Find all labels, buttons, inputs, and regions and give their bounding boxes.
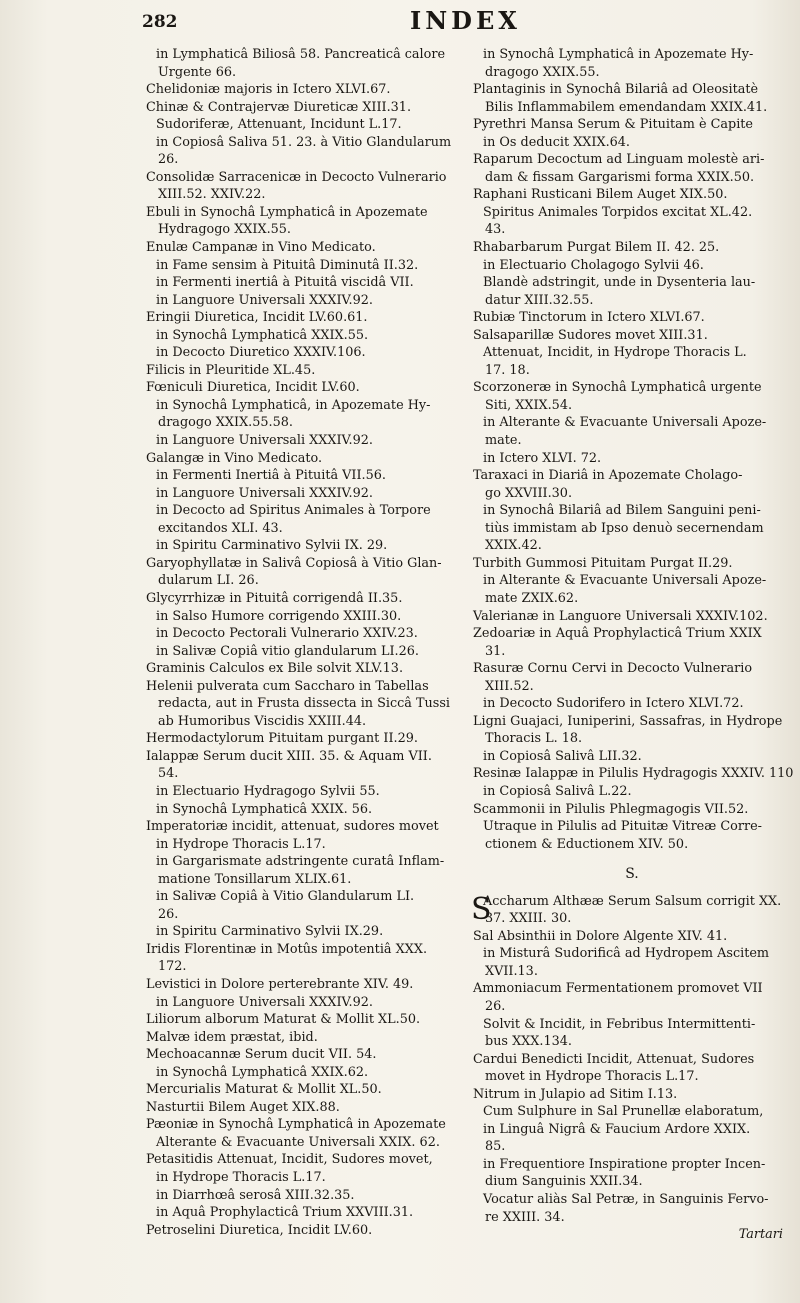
index-entry-line: Salsaparillæ Sudores movet XIII.31. <box>473 327 708 343</box>
index-entry-line: in Spiritu Carminativo Sylvii IX.29. <box>156 924 384 940</box>
index-entry-line: Utraque in Pilulis ad Pituitæ Vitreæ Corre- <box>483 819 762 835</box>
index-entry-line: Vocatur aliàs Sal Petræ, in Sanguinis Fervo- <box>483 1192 769 1207</box>
right-entries-top <box>473 46 794 853</box>
index-entry-line: Iridis Florentinæ in Motûs impotentiâ XXX. <box>146 941 428 957</box>
index-entry-line: Garyophyllatæ in Salivâ Copiosâ à Vitio Glan- <box>146 555 442 571</box>
drop-cap-letter: S <box>471 891 492 927</box>
index-entry-line: in Lymphaticâ Biliosâ 58. Pancreaticâ calore <box>156 47 446 62</box>
index-entry-line: 31. <box>485 643 506 659</box>
index-entry-line: Attenuat, Incidit, in Hydrope Thoracis L. <box>483 345 747 361</box>
index-entry-line: Hermodactylorum Pituitam purgant II.29. <box>146 731 418 747</box>
catchword: Tartari <box>738 1227 783 1243</box>
index-entry-line: mate ZXIX.62. <box>485 590 579 606</box>
index-entry-line: in Languore Universali XXXIV.92. <box>156 292 373 308</box>
index-entry-line: mate. <box>485 433 522 449</box>
index-entry-line: Bilis Inflammabilem emendandam XXIX.41. <box>485 99 768 115</box>
index-entry-line: Blandè adstringit, unde in Dysenteria lau- <box>483 275 756 291</box>
page-title: INDEX <box>410 6 521 35</box>
index-entry-line: in Synochâ Lymphaticâ in Apozemate Hy- <box>483 47 754 62</box>
index-entry-line: in Decocto Pectorali Vulnerario XXIV.23. <box>156 626 418 642</box>
index-entry-line: in Fame sensim à Pituitâ Diminutâ II.32. <box>156 257 419 273</box>
index-entry-line: in Ictero XLVI. 72. <box>483 450 602 466</box>
index-entry-line: in Fermenti Inertiâ à Pituitâ VII.56. <box>156 468 386 484</box>
index-entry-line: redacta, aut in Frusta dissecta in Siccâ Tussi <box>158 696 451 712</box>
index-entry-line: in Salso Humore corrigendo XXIII.30. <box>156 608 402 624</box>
index-entry-line: in Decocto ad Spiritus Animales à Torpore <box>156 503 431 519</box>
index-entry-line: Petroselini Diuretica, Incidit LV.60. <box>146 1222 373 1238</box>
index-entry-line: tiùs immistam ab Ipso denuò secernendam <box>485 520 764 536</box>
index-entry-line: Rasuræ Cornu Cervi in Decocto Vulnerario <box>473 661 753 677</box>
index-entry-line: in Synochâ Bilariâ ad Bilem Sanguini peni- <box>483 503 761 519</box>
index-entry-line: Urgente 66. <box>158 64 237 80</box>
index-entry-line: XVII.13. <box>485 963 538 979</box>
left-index-column <box>146 46 471 1239</box>
index-entry-line: bus XXX.134. <box>485 1034 572 1050</box>
index-entry-line: in Spiritu Carminativo Sylvii IX. 29. <box>156 538 388 554</box>
index-entry-line: datur XIII.32.55. <box>485 292 594 308</box>
index-entry-line: 54. <box>158 766 179 782</box>
index-entry-line: Mechoacannæ Serum ducit VII. 54. <box>146 1047 377 1063</box>
index-entry-line: Raparum Decoctum ad Linguam molestè ari- <box>473 152 765 168</box>
index-entry-line: Sudoriferæ, Attenuant, Incidunt L.17. <box>156 117 402 133</box>
index-entry-line: ctionem & Eductionem XIV. 50. <box>485 836 689 852</box>
index-entry-line: in Copiosâ Salivâ LII.32. <box>483 748 642 764</box>
index-entry-line: Cum Sulphure in Sal Prunellæ elaboratum, <box>483 1104 764 1120</box>
index-entry-line: Scammonii in Pilulis Phlegmagogis VII.52. <box>473 801 749 817</box>
index-entry-line: Valerianæ in Languore Universali XXXIV.102. <box>473 608 768 624</box>
index-entry-line: in Decocto Diuretico XXXIV.106. <box>156 345 366 361</box>
index-entry-line: S Accharum Althææ Serum Salsum corrigit XX. <box>471 891 782 927</box>
index-entry-line: in Electuario Cholagogo Sylvii 46. <box>483 257 704 273</box>
section-letter: S. <box>625 866 639 883</box>
index-entry-line: in Misturâ Sudorificâ ad Hydropem Ascitem <box>483 946 770 962</box>
index-entry-line: Mercurialis Maturat & Mollit XL.50. <box>146 1082 382 1098</box>
index-entry-line: in Alterante & Evacuante Universali Apoze- <box>483 573 767 589</box>
index-entry-line: Chinæ & Contrajervæ Diureticæ XIII.31. <box>146 99 412 115</box>
index-entry-line: in Gargarismate adstringente curatâ Inflam- <box>156 854 445 870</box>
index-entry-line: dragogo XXIX.55.58. <box>158 415 293 431</box>
index-entry-line: XIII.52. XXIV.22. <box>158 187 266 203</box>
index-entry-line: Enulæ Campanæ in Vino Medicato. <box>146 240 376 256</box>
index-entry-line: in Hydrope Thoracis L.17. <box>156 1170 326 1185</box>
index-entry-line: 17. 18. <box>485 362 530 378</box>
index-entry-line: in Frequentiore Inspiratione propter Incen- <box>483 1156 766 1172</box>
index-entry-line: in Aquâ Prophylacticâ Trium XXVIII.31. <box>156 1205 414 1221</box>
index-entry-line: 37. XXIII. 30. <box>485 911 572 927</box>
index-entry-line: Siti, XXIX.54. <box>485 397 573 413</box>
index-entry-line: in Fermenti inertiâ à Pituitâ viscidâ VII. <box>156 275 414 291</box>
index-entry-line: ab Humoribus Viscidis XXIII.44. <box>158 713 367 729</box>
index-entry-line: 26. <box>485 998 506 1014</box>
index-entry-line: Eringii Diuretica, Incidit LV.60.61. <box>146 310 368 326</box>
index-entry-line: Levistici in Dolore perterebrante XIV. 49. <box>146 976 414 992</box>
index-entry-line: Ligni Guajaci, Iuniperini, Sassafras, in Hydrope <box>473 713 783 729</box>
index-entry-line: go XXVIII.30. <box>485 485 573 501</box>
index-entry-line: in Electuario Hydragogo Sylvii 55. <box>156 783 380 799</box>
index-entry-line: Chelidoniæ majoris in Ictero XLVI.67. <box>146 82 391 98</box>
index-entry-line: Thoracis L. 18. <box>485 731 583 747</box>
index-entry-line: Raphani Rusticani Bilem Auget XIX.50. <box>473 187 728 203</box>
index-entry-line: Solvit & Incidit, in Febribus Intermittenti- <box>483 1016 756 1032</box>
index-entry-line: Helenii pulverata cum Saccharo in Tabellas <box>146 678 429 694</box>
index-entry-line: Nasturtii Bilem Auget XIX.88. <box>146 1099 340 1115</box>
right-index-column <box>471 46 794 1244</box>
index-entry-line: Resinæ Ialappæ in Pilulis Hydragogis XXXIV. 110 <box>473 766 794 782</box>
index-entry-line: in Synochâ Lymphaticâ XXIX. 56. <box>156 801 373 817</box>
index-entry-line: Consolidæ Sarracenicæ in Decocto Vulnerario <box>146 169 447 185</box>
index-entry-line: in Salivæ Copiâ vitio glandularum LI.26. <box>156 643 419 659</box>
index-entry-line: dam & fissam Gargarismi forma XXIX.50. <box>485 169 755 185</box>
page-header <box>0 4 800 38</box>
index-entry-line: in Salivæ Copiâ à Vitio Glandularum LI. <box>156 889 415 905</box>
index-entry-line: Ialappæ Serum ducit XIII. 35. & Aquam VII. <box>146 748 432 764</box>
index-entry-line: 172. <box>158 959 187 975</box>
index-entry-line: Ammoniacum Fermentationem promovet VII <box>473 981 763 997</box>
index-entry-line: in Alterante & Evacuante Universali Apoze- <box>483 415 767 431</box>
page-number: 282 <box>142 12 178 32</box>
right-entries-bottom <box>473 893 791 1226</box>
index-entry-line: in Synochâ Lymphaticâ XXIX.62. <box>156 1064 369 1080</box>
index-entry-line: Rubiæ Tinctorum in Ictero XLVI.67. <box>473 310 705 326</box>
index-entry-line: XXIX.42. <box>485 538 542 554</box>
index-entry-line: dularum LI. 26. <box>158 573 259 589</box>
index-entry-line: 85. <box>485 1139 506 1155</box>
index-entry-line: 26. <box>158 152 179 168</box>
index-entry-line: in Diarrhœâ serosâ XIII.32.35. <box>156 1187 355 1203</box>
index-entry-line: Graminis Calculos ex Bile solvit XLV.13. <box>146 661 404 677</box>
index-entry-line: dragogo XXIX.55. <box>485 64 600 80</box>
index-entry-line: Ebuli in Synochâ Lymphaticâ in Apozemate <box>146 204 428 220</box>
index-entry-line: movet in Hydrope Thoracis L.17. <box>485 1069 699 1085</box>
index-entry-line: dium Sanguinis XXII.34. <box>485 1174 643 1190</box>
index-entry-line: in Synochâ Lymphaticâ XXIX.55. <box>156 327 369 343</box>
index-entry-line: Pyrethri Mansa Serum & Pituitam è Capite <box>473 117 754 133</box>
index-entry-line: re XXIII. 34. <box>485 1209 565 1225</box>
index-entry-line: Plantaginis in Synochâ Bilariâ ad Oleositatè <box>473 82 759 98</box>
index-entry-line: matione Tonsillarum XLIX.61. <box>158 871 352 887</box>
index-entry-line: Fœniculi Diuretica, Incidit LV.60. <box>146 380 360 396</box>
index-entry-line: in Linguâ Nigrâ & Faucium Ardore XXIX. <box>483 1121 751 1137</box>
index-entry-line: XIII.52. <box>485 678 534 694</box>
index-entry-line: in Hydrope Thoracis L.17. <box>156 836 326 852</box>
index-entry-line: Rhabarbarum Purgat Bilem II. 42. 25. <box>473 240 720 256</box>
index-entry-line: Filicis in Pleuritide XL.45. <box>146 362 316 378</box>
index-entry-line: Petasitidis Attenuat, Incidit, Sudores movet, <box>146 1152 433 1168</box>
index-entry-line: 43. <box>485 222 506 238</box>
index-entry-line: in Languore Universali XXXIV.92. <box>156 994 373 1010</box>
index-entry-line: Taraxaci in Diariâ in Apozemate Cholago- <box>473 468 743 484</box>
index-entry-line: Hydragogo XXIX.55. <box>158 222 291 238</box>
index-entry-line: in Languore Universali XXXIV.92. <box>156 485 373 501</box>
index-entry-line: Glycyrrhizæ in Pituitâ corrigendâ II.35. <box>146 590 403 606</box>
index-entry-line: in Decocto Sudorifero in Ictero XLVI.72. <box>483 696 744 712</box>
index-entry-line: excitandos XLI. 43. <box>158 520 283 536</box>
index-entry-line: Galangæ in Vino Medicato. <box>146 450 323 466</box>
index-entry-line: Pæoniæ in Synochâ Lymphaticâ in Apozemate <box>146 1117 446 1133</box>
index-entry-line: Zedoariæ in Aquâ Prophylacticâ Trium XXIX <box>473 626 762 642</box>
index-entry-line: 26. <box>158 906 179 922</box>
index-entry-line: Turbith Gummosi Pituitam Purgat II.29. <box>473 555 733 571</box>
index-entry-line: in Synochâ Lymphaticâ, in Apozemate Hy- <box>156 397 431 413</box>
index-entry-line: in Os deducit XXIX.64. <box>483 134 631 150</box>
index-entry-line: Sal Absinthii in Dolore Algente XIV. 41. <box>473 928 728 944</box>
index-entry-line: Liliorum alborum Maturat & Mollit XL.50. <box>146 1012 421 1028</box>
index-entry-line: Cardui Benedicti Incidit, Attenuat, Sudores <box>473 1051 755 1067</box>
index-entry-line: in Languore Universali XXXIV.92. <box>156 433 373 449</box>
index-entry-line: Imperatoriæ incidit, attenuat, sudores movet <box>146 819 439 835</box>
index-entry-line: in Copiosâ Saliva 51. 23. à Vitio Glandularum <box>156 134 452 150</box>
index-entry-line: Nitrum in Julapio ad Sitim I.13. <box>473 1086 678 1102</box>
index-entry-line: in Copiosâ Salivâ L.22. <box>483 783 632 799</box>
index-entry-line: Alterante & Evacuante Universali XXIX. 62. <box>156 1134 440 1150</box>
index-entry-line: Spiritus Animales Torpidos excitat XL.42. <box>483 204 753 220</box>
index-entry-line: Malvæ idem præstat, ibid. <box>146 1029 318 1045</box>
index-entry-line: Scorzoneræ in Synochâ Lymphaticâ urgente <box>473 380 762 396</box>
